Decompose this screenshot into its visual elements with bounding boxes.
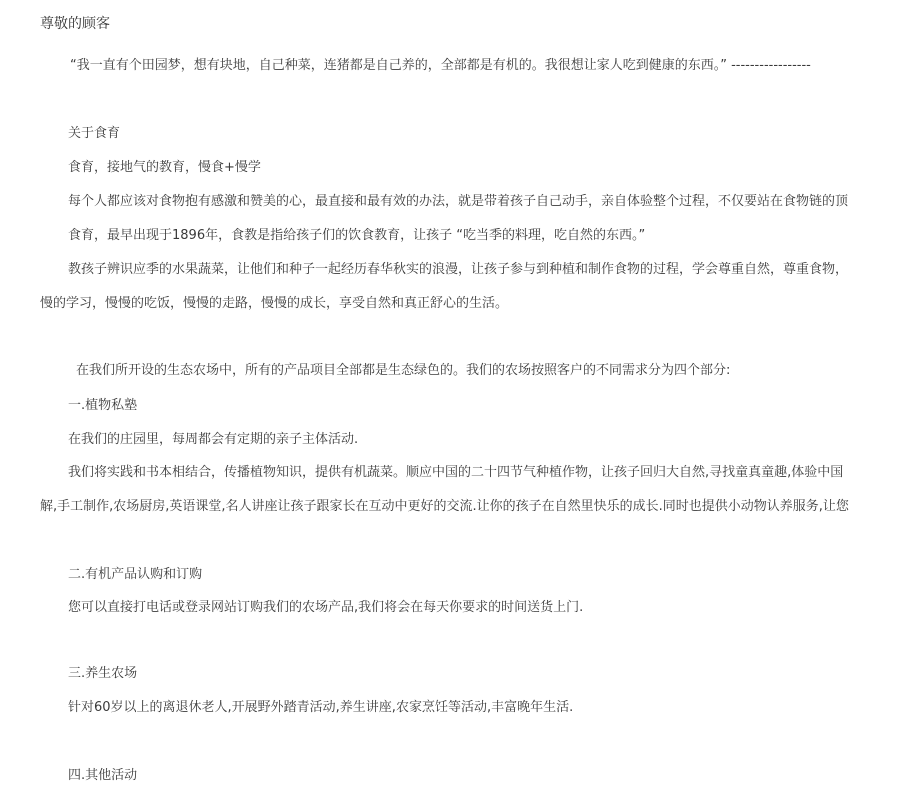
about-heading: 关于食育 bbox=[68, 126, 121, 141]
page-title: 尊敬的顾客 bbox=[40, 16, 110, 32]
about-paragraph-2: 食育，最早出现于1896年，食教是指给孩子们的饮食教育，让孩子 “吃当季的料理，吃自然的东西。” bbox=[68, 228, 646, 243]
section-3-paragraph: 针对60岁以上的离退休老人,开展野外踏青活动,养生讲座,农家烹饪等活动,丰富晚年生活. bbox=[68, 700, 574, 715]
section-1-heading: 一.植物私塾 bbox=[68, 398, 138, 413]
section-2-heading: 二.有机产品认购和订购 bbox=[68, 567, 203, 582]
section-1-paragraph-1: 在我们的庄园里，每周都会有定期的亲子主体活动. bbox=[68, 432, 359, 447]
section-1-paragraph-2: 我们将实践和书本相结合，传播植物知识，提供有机蔬菜。顺应中国的二十四节气种植作物，让孩子回归大自然,寻找童真童趣,体验中国 bbox=[68, 465, 844, 480]
quote-paragraph: “我一直有个田园梦，想有块地，自己种菜，连猪都是自己养的，全部都是有机的。我很想让家人吃到健康的东西。” ----------------- bbox=[70, 58, 811, 73]
about-paragraph-1: 每个人都应该对食物抱有感激和赞美的心，最直接和最有效的办法，就是带着孩子自己动手，亲自体验整个过程，不仅要站在食物链的顶 bbox=[68, 194, 849, 209]
farm-intro-paragraph: 在我们所开设的生态农场中，所有的产品项目全部都是生态绿色的。我们的农场按照客户的不同需求分为四个部分: bbox=[76, 363, 731, 378]
section-2-paragraph: 您可以直接打电话或登录网站订购我们的农场产品,我们将会在每天你要求的时间送货上门. bbox=[68, 600, 584, 615]
about-subtitle: 食育，接地气的教育，慢食+慢学 bbox=[68, 160, 261, 175]
section-1-paragraph-2-continued: 解,手工制作,农场厨房,英语课堂,名人讲座让孩子跟家长在互动中更好的交流.让你的孩子在自然里快乐的成长.同时也提供小动物认养服务,让您 bbox=[40, 499, 849, 514]
about-paragraph-3-continued: 慢的学习，慢慢的吃饭，慢慢的走路，慢慢的成长，享受自然和真正舒心的生活。 bbox=[40, 296, 509, 311]
section-4-heading: 四.其他活动 bbox=[68, 768, 138, 783]
section-3-heading: 三.养生农场 bbox=[68, 666, 138, 681]
about-paragraph-3: 教孩子辨识应季的水果蔬菜，让他们和种子一起经历春华秋实的浪漫，让孩子参与到种植和制作食物的过程，学会尊重自然，尊重食物， bbox=[68, 262, 849, 277]
